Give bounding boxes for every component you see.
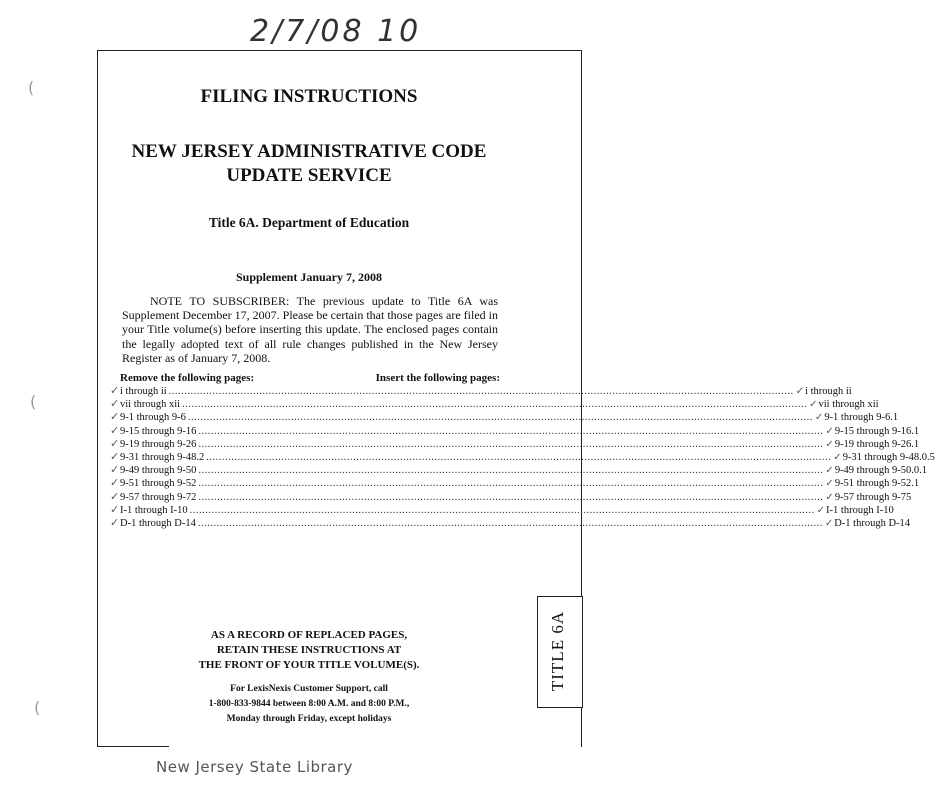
- supplement-date: Supplement January 7, 2008: [235, 270, 383, 284]
- check-mark-icon: ✓: [110, 397, 120, 411]
- leader-dots: ........................................................................................................................................................................................................: [189, 504, 815, 516]
- check-mark-icon: ✓: [110, 515, 120, 529]
- check-mark-icon: ✓: [825, 438, 834, 450]
- table-row: [110, 449, 935, 464]
- insert-pages: D-1 through D-14: [834, 517, 911, 529]
- support-line3: Monday through Friday, except holidays: [226, 714, 392, 724]
- leader-dots: ........................................................................................................................................................................................................: [187, 412, 813, 424]
- check-mark-icon: ✓: [809, 399, 818, 411]
- table-row: [110, 410, 899, 424]
- insert-pages: 9-49 through 9-50.0.1: [834, 465, 927, 477]
- insert-pages: i through ii: [805, 386, 852, 397]
- record-line2: RETAIN THESE INSTRUCTIONS AT: [216, 644, 402, 656]
- margin-mark: (: [28, 78, 35, 97]
- support-line1: For LexisNexis Customer Support, call: [230, 684, 388, 694]
- remove-pages: 9-19 through 9-26: [120, 438, 197, 450]
- check-mark-icon: ✓: [824, 517, 834, 529]
- handwritten-date: 2/7/08 10: [250, 14, 422, 49]
- leader-dots: ........................................................................................................................................................................................................: [182, 399, 808, 411]
- table-row: [110, 384, 852, 398]
- remove-pages: I-1 through I-10: [120, 504, 188, 516]
- tab-label: TITLE 6A: [548, 610, 567, 692]
- margin-mark: (: [30, 392, 37, 411]
- leader-dots: ........................................................................................................................................................................................................: [206, 451, 832, 463]
- insert-header: Insert the following pages:: [375, 372, 500, 384]
- insert-pages: I-1 through I-10: [826, 504, 894, 516]
- insert-pages: 9-15 through 9-16.1: [834, 425, 920, 437]
- table-row: [110, 436, 920, 451]
- leader-dots: ........................................................................................................................................................................................................: [197, 517, 823, 529]
- insert-pages: 9-1 through 9-6.1: [824, 412, 899, 424]
- record-line1: AS A RECORD OF REPLACED PAGES,: [210, 629, 408, 641]
- code-title: [0, 140, 618, 188]
- table-row: [110, 476, 920, 490]
- remove-pages: 9-15 through 9-16: [120, 425, 197, 437]
- check-mark-icon: ✓: [825, 478, 834, 490]
- table-row: [110, 515, 911, 530]
- check-mark-icon: ✓: [825, 425, 834, 437]
- leader-dots: ........................................................................................................................................................................................................: [198, 478, 824, 490]
- record-line3: THE FRONT OF YOUR TITLE VOLUME(S).: [198, 659, 420, 671]
- table-row: [110, 463, 927, 477]
- remove-pages: vii through xii: [120, 399, 181, 411]
- remove-pages: D-1 through D-14: [120, 517, 196, 529]
- customer-support: [0, 682, 618, 727]
- check-mark-icon: ✓: [110, 463, 120, 477]
- table-row: [110, 489, 912, 504]
- insert-pages: 9-51 through 9-52.1: [834, 478, 920, 490]
- remove-pages: 9-49 through 9-50: [120, 465, 197, 477]
- check-mark-icon: ✓: [110, 384, 120, 397]
- check-mark-icon: ✓: [110, 502, 120, 516]
- check-mark-icon: ✓: [110, 449, 120, 463]
- table-row: [110, 502, 894, 517]
- code-title-line1: NEW JERSEY ADMINISTRATIVE CODE: [131, 141, 487, 162]
- insert-pages: 9-31 through 9-48.0.5: [842, 451, 935, 463]
- library-stamp: New Jersey State Library: [156, 758, 353, 776]
- check-mark-icon: ✓: [816, 504, 826, 516]
- subscriber-note: NOTE TO SUBSCRIBER: The previous update to Title 6A was Supplement December 17, 2007. Please be certain that those pages are filed in your Title volume(s) before inserting this update. The enclosed pages contain the legally adopted text of all rule changes published in the New Jersey Register as of January 7, 2008.: [122, 294, 498, 365]
- margin-mark: (: [34, 698, 41, 717]
- leader-dots: ........................................................................................................................................................................................................: [198, 491, 824, 503]
- check-mark-icon: ✓: [110, 410, 120, 424]
- insert-pages: vii through xii: [818, 399, 879, 411]
- record-instructions: [0, 628, 618, 673]
- department-title: Title 6A. Department of Education: [208, 215, 410, 230]
- check-mark-icon: ✓: [825, 465, 834, 477]
- insert-pages: 9-19 through 9-26.1: [834, 438, 920, 450]
- page-list: [110, 372, 935, 530]
- leader-dots: ........................................................................................................................................................................................................: [198, 425, 824, 437]
- remove-pages: 9-51 through 9-52: [120, 478, 197, 490]
- leader-dots: ........................................................................................................................................................................................................: [198, 438, 824, 450]
- remove-pages: 9-57 through 9-72: [120, 491, 197, 503]
- check-mark-icon: ✓: [110, 489, 120, 503]
- remove-pages: 9-31 through 9-48.2: [120, 451, 205, 463]
- code-title-line2: UPDATE SERVICE: [226, 165, 392, 186]
- remove-header: Remove the following pages:: [120, 372, 255, 384]
- page-title: FILING INSTRUCTIONS: [200, 86, 418, 107]
- check-mark-icon: ✓: [795, 386, 805, 397]
- table-row: [110, 423, 920, 438]
- check-mark-icon: ✓: [110, 476, 120, 490]
- check-mark-icon: ✓: [833, 451, 842, 463]
- support-line2: 1-800-833-9844 between 8:00 A.M. and 8:00 P.M.,: [208, 699, 410, 709]
- page-list-header: [120, 372, 500, 384]
- insert-pages: 9-57 through 9-75: [834, 491, 912, 503]
- check-mark-icon: ✓: [110, 423, 120, 437]
- frame-bottom-line: [97, 746, 169, 747]
- check-mark-icon: ✓: [814, 412, 824, 424]
- table-row: [110, 397, 879, 411]
- remove-pages: i through ii: [120, 386, 167, 397]
- check-mark-icon: ✓: [110, 436, 120, 450]
- check-mark-icon: ✓: [825, 491, 834, 503]
- page-list-rows: [110, 384, 935, 530]
- leader-dots: ........................................................................................................................................................................................................: [168, 386, 794, 397]
- remove-pages: 9-1 through 9-6: [120, 412, 186, 424]
- leader-dots: ........................................................................................................................................................................................................: [198, 465, 824, 477]
